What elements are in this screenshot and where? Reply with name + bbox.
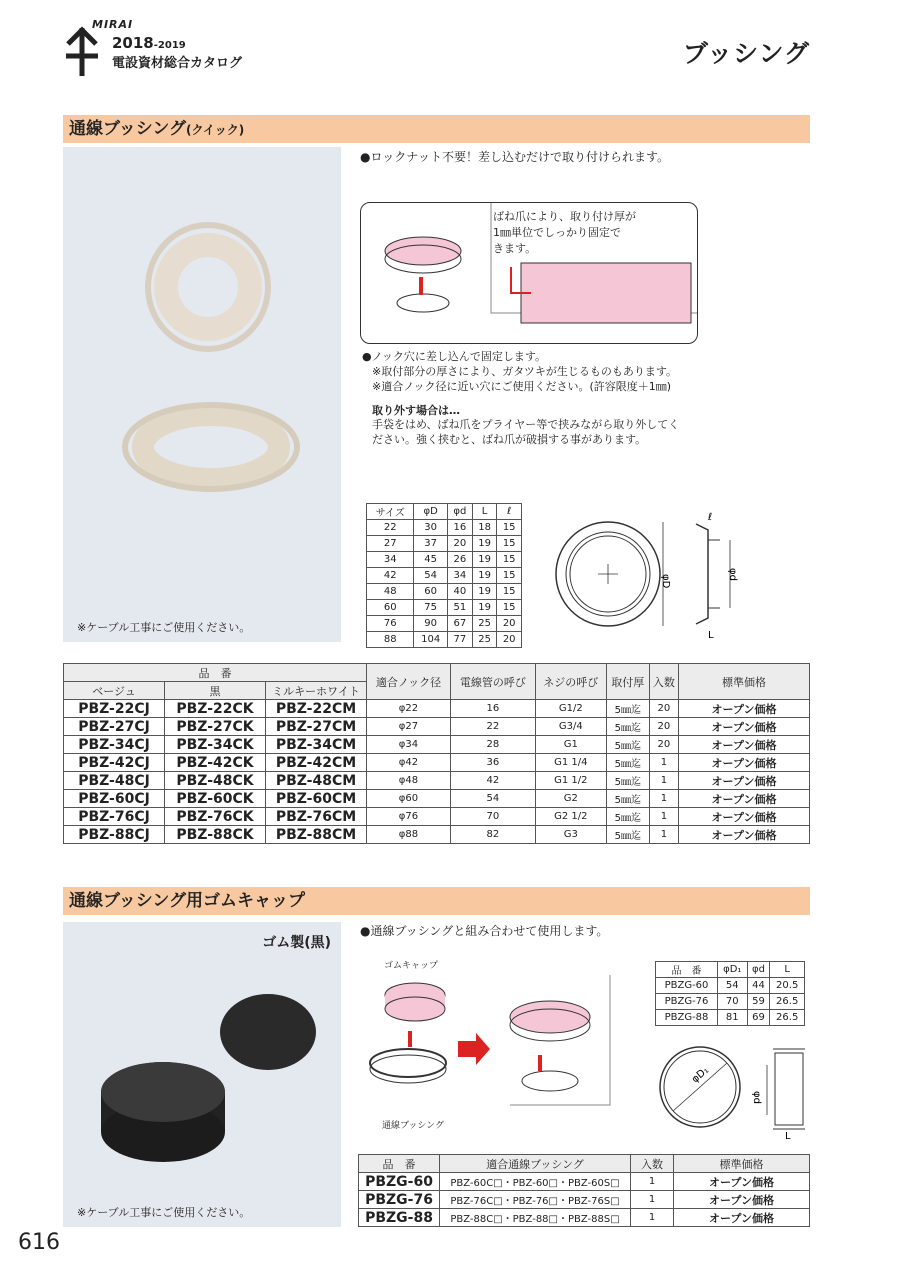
bushing-photo-icon (63, 147, 341, 642)
table-cell: 82 (450, 826, 535, 844)
table-cell: 1 (649, 826, 678, 844)
table-cell: 26 (447, 552, 472, 568)
removal-title: 取り外す場合は… (372, 404, 460, 417)
mounting-diagram (360, 202, 698, 344)
svg-text:ℓ: ℓ (708, 512, 713, 523)
table-cell: 15 (497, 600, 522, 616)
table-cell: PBZ-60C□・PBZ-60□・PBZ-60S□ (440, 1173, 631, 1191)
table-cell: G3/4 (535, 718, 606, 736)
table-cell: 104 (414, 632, 447, 648)
table-cell: PBZ-76CK (165, 808, 266, 826)
table-cell: PBZG-76 (359, 1191, 440, 1209)
table-cell: PBZ-88CJ (64, 826, 165, 844)
table-cell: 16 (450, 700, 535, 718)
table-cell: 70 (717, 994, 747, 1010)
table-cell: 48 (367, 584, 414, 600)
table-cell: 1 (649, 808, 678, 826)
table-cell: PBZ-22CK (165, 700, 266, 718)
table-cell: オープン価格 (679, 826, 810, 844)
table-cell: PBZ-76CM (266, 808, 367, 826)
table-cell: 1 (631, 1173, 674, 1191)
cap-drawing-icon (655, 1045, 815, 1140)
table-cell: PBZ-76C□・PBZ-76□・PBZ-76S□ (440, 1191, 631, 1209)
photo-note: ※ケーブル工事にご使用ください。 (77, 621, 251, 634)
feature-bullet: ●ロックナット不要！差し込むだけで取り付けられます。 (360, 150, 670, 164)
table-cell: 42 (450, 772, 535, 790)
table-cell: 42 (367, 568, 414, 584)
table-cell: PBZ-42CJ (64, 754, 165, 772)
table-cell: 69 (747, 1010, 770, 1026)
bushing-drawing-icon (548, 510, 748, 645)
table-row (367, 600, 522, 616)
table-cell: 34 (447, 568, 472, 584)
table-cell: 60 (367, 600, 414, 616)
table-cell: φ27 (367, 718, 451, 736)
table-cell: PBZ-76CJ (64, 808, 165, 826)
table-cell: 5㎜迄 (606, 772, 649, 790)
table-cell: PBZ-27CJ (64, 718, 165, 736)
table-cell: 26.5 (770, 994, 805, 1010)
table-cell: φ60 (367, 790, 451, 808)
table-cell: 5㎜迄 (606, 700, 649, 718)
table-cell: PBZ-27CK (165, 718, 266, 736)
table-cell: φ88 (367, 826, 451, 844)
table-cell: 81 (717, 1010, 747, 1026)
table-cell: 15 (497, 552, 522, 568)
page-number: 616 (18, 1230, 60, 1255)
table-cell: G1/2 (535, 700, 606, 718)
table-row (367, 536, 522, 552)
table-cell: 22 (367, 520, 414, 536)
table-row (367, 520, 522, 536)
table-cell: 36 (450, 754, 535, 772)
product-table-bushing: 品 番 適合ノック径 電線管の呼び ネジの呼び 取付厚 入数 標準価格 ベージュ 黒 ミルキーホワイト PBZ-22CJ PBZ-22CK PBZ-22CM φ22 16 G1/2 5㎜迄 20 オープン価格 PBZ-27CJ PBZ-27CK PBZ-27CM φ27 22 G3/4 5㎜迄 20 オープン価格 PBZ-34CJ PBZ-34CK PBZ-34CM φ34 28 G1 5㎜迄 20 オープン価格 PBZ-42CJ PBZ-42CK PBZ-42CM φ42 36 G1 1/4 5㎜迄 1 オープン価格 PBZ-48CJ PBZ-48CK PBZ-48CM φ48 42 G1 1/2 5㎜迄 1 オープン価格 PBZ-60CJ PBZ-60CK PBZ-60CM φ60 54 G2 5㎜迄 1 オープン価格 PBZ-76CJ PBZ-76CK PBZ-76CM φ76 70 G2 1/2 5㎜迄 1 オープン価格 PBZ-88CJ PBZ-88CK PBZ-88CM φ88 82 G3 5㎜迄 1 オープン価格 (63, 663, 810, 844)
table-cell: G1 1/2 (535, 772, 606, 790)
product-table-cap: 品 番 適合通線ブッシング 入数 標準価格 PBZG-60 PBZ-60C□・PBZ-60□・PBZ-60S□ 1 オープン価格 PBZG-76 PBZ-76C□・PBZ-76□・PBZ-76S□ 1 オープン価格 PBZG-88 PBZ-88C□・PBZ-88□・PBZ-88S□ 1 オープン価格 (358, 1154, 810, 1227)
table-cell: φ42 (367, 754, 451, 772)
table-cell: 25 (472, 616, 497, 632)
table-cell: PBZ-34CK (165, 736, 266, 754)
table-cell: PBZ-48CJ (64, 772, 165, 790)
brand-name: MIRAI (92, 18, 134, 31)
table-cell: 26.5 (770, 1010, 805, 1026)
table-cell: 77 (447, 632, 472, 648)
table-cell: 15 (497, 584, 522, 600)
table-cell: オープン価格 (679, 700, 810, 718)
table-cell: PBZG-76 (656, 994, 718, 1010)
table-cell: 1 (649, 754, 678, 772)
table-cell: 15 (497, 536, 522, 552)
table-cell: PBZG-88 (656, 1010, 718, 1026)
table-cell: PBZ-60CM (266, 790, 367, 808)
table-cell: 20 (447, 536, 472, 552)
table-cell: 15 (497, 520, 522, 536)
table-row (64, 772, 810, 790)
table-cell: PBZ-42CM (266, 754, 367, 772)
table-cell: PBZ-42CK (165, 754, 266, 772)
svg-text:φd: φd (727, 568, 738, 581)
product-photo-cap (63, 922, 341, 1227)
table-cell: 70 (450, 808, 535, 826)
table-row (367, 584, 522, 600)
table-cell: オープン価格 (679, 808, 810, 826)
table-row (656, 978, 805, 994)
table-cell: PBZG-88 (359, 1209, 440, 1227)
table-cell: 1 (631, 1209, 674, 1227)
table-cell: 19 (472, 568, 497, 584)
cap-assembly-diagram-icon (360, 955, 630, 1135)
table-cell: 22 (450, 718, 535, 736)
table-cell: PBZ-34CJ (64, 736, 165, 754)
table-cell: 45 (414, 552, 447, 568)
table-cell: 5㎜迄 (606, 808, 649, 826)
table-cell: 59 (747, 994, 770, 1010)
table-cell: 19 (472, 552, 497, 568)
table-row (64, 826, 810, 844)
table-cell: 20 (649, 736, 678, 754)
rubber-cap-photo-icon (63, 922, 341, 1227)
table-row (656, 994, 805, 1010)
table-cell: 44 (747, 978, 770, 994)
table-cell: 16 (447, 520, 472, 536)
removal-text: 手袋をはめ、ばね爪をプライヤー等で挟みながら取り外してく ださい。強く挟むと、ばね爪が破損する事があります。 (372, 418, 680, 446)
table-cell: 75 (414, 600, 447, 616)
table-cell: φ76 (367, 808, 451, 826)
table-cell: オープン価格 (679, 772, 810, 790)
table-cell: 15 (497, 568, 522, 584)
table-cell: PBZ-27CM (266, 718, 367, 736)
table-cell: PBZG-60 (656, 978, 718, 994)
table-cell: PBZG-60 (359, 1173, 440, 1191)
page-title: ブッシング (682, 39, 810, 68)
diagram-caption: ばね爪により、取り付け厚が 1㎜単位でしっかり固定で きます。 (493, 210, 636, 255)
section-header-bushing: 通線ブッシング(クイック) (63, 115, 810, 143)
table-cell: PBZ-88CM (266, 826, 367, 844)
table-cell: G2 (535, 790, 606, 808)
table-cell: オープン価格 (674, 1173, 810, 1191)
table-cell: 34 (367, 552, 414, 568)
table-cell: PBZ-60CK (165, 790, 266, 808)
table-cell: 60 (414, 584, 447, 600)
table-cell: G1 (535, 736, 606, 754)
table-cell: 51 (447, 600, 472, 616)
table-cell: PBZ-60CJ (64, 790, 165, 808)
table-cell: PBZ-48CM (266, 772, 367, 790)
table-cell: 54 (717, 978, 747, 994)
table-cell: 30 (414, 520, 447, 536)
table-cell: 19 (472, 536, 497, 552)
table-cell: 5㎜迄 (606, 736, 649, 754)
table-cell: 18 (472, 520, 497, 536)
table-cell: 20 (497, 632, 522, 648)
table-cell: 20 (649, 718, 678, 736)
table-row (64, 718, 810, 736)
table-cell: オープン価格 (679, 754, 810, 772)
photo-note-cap: ※ケーブル工事にご使用ください。 (77, 1206, 251, 1219)
table-cell: PBZ-22CJ (64, 700, 165, 718)
table-row (367, 632, 522, 648)
table-cell: 5㎜迄 (606, 754, 649, 772)
table-cell: φ22 (367, 700, 451, 718)
table-cell: 37 (414, 536, 447, 552)
cap-label: ゴムキャップ (384, 961, 439, 971)
table-cell: 5㎜迄 (606, 826, 649, 844)
table-cell: オープン価格 (679, 718, 810, 736)
table-row (656, 1010, 805, 1026)
table-cell: オープン価格 (674, 1209, 810, 1227)
table-cell: 67 (447, 616, 472, 632)
table-row (367, 552, 522, 568)
table-row (359, 1209, 810, 1227)
table-row (359, 1191, 810, 1209)
section-header-cap: 通線ブッシング用ゴムキャップ (63, 887, 810, 915)
table-cell: 1 (631, 1191, 674, 1209)
table-cell: 76 (367, 616, 414, 632)
table-row (64, 754, 810, 772)
table-cell: 19 (472, 600, 497, 616)
table-cell: オープン価格 (674, 1191, 810, 1209)
table-cell: 20 (497, 616, 522, 632)
catalog-year: 2018-2019 (112, 34, 186, 52)
table-cell: 54 (450, 790, 535, 808)
table-cell: G1 1/4 (535, 754, 606, 772)
table-row (64, 790, 810, 808)
table-cell: 28 (450, 736, 535, 754)
table-cell: PBZ-34CM (266, 736, 367, 754)
table-cell: 90 (414, 616, 447, 632)
table-cell: φ34 (367, 736, 451, 754)
table-cell: 5㎜迄 (606, 718, 649, 736)
table-row (367, 616, 522, 632)
dimension-table-cap: 品 番 φD₁ φd L PBZG-60 54 44 20.5 PBZG-76 70 59 26.5 PBZG-88 81 69 26.5 (655, 961, 805, 1026)
table-row (64, 736, 810, 754)
table-cell: 1 (649, 790, 678, 808)
table-cell: 54 (414, 568, 447, 584)
bushing-label: 通線ブッシング (382, 1121, 444, 1131)
table-cell: G3 (535, 826, 606, 844)
table-row (64, 700, 810, 718)
svg-text:L: L (708, 630, 714, 641)
table-cell: PBZ-48CK (165, 772, 266, 790)
svg-text:φD₁: φD₁ (689, 1065, 711, 1086)
table-cell: 25 (472, 632, 497, 648)
table-cell: 1 (649, 772, 678, 790)
table-cell: 88 (367, 632, 414, 648)
table-cell: 27 (367, 536, 414, 552)
table-row (367, 568, 522, 584)
table-cell: 19 (472, 584, 497, 600)
product-photo-bushing (63, 147, 341, 642)
table-row (359, 1173, 810, 1191)
table-cell: 20 (649, 700, 678, 718)
table-cell: PBZ-88CK (165, 826, 266, 844)
table-cell: 20.5 (770, 978, 805, 994)
table-cell: オープン価格 (679, 790, 810, 808)
svg-text:L: L (785, 1131, 791, 1140)
table-row (64, 808, 810, 826)
material-label: ゴム製(黒) (262, 935, 331, 951)
table-cell: 5㎜迄 (606, 790, 649, 808)
svg-text:φd: φd (751, 1091, 762, 1104)
dimension-table-bushing: サイズ φD φd L ℓ 22 30 16 18 15 27 37 20 19 15 34 45 26 19 15 42 54 34 19 15 48 60 40 19 15 60 75 51 19 15 76 90 67 25 20 88 104 77 25 20 (366, 503, 522, 648)
svg-text:φD: φD (660, 574, 671, 589)
table-cell: φ48 (367, 772, 451, 790)
table-cell: PBZ-22CM (266, 700, 367, 718)
install-notes: ●ノック穴に差し込んで固定します。 ※取付部分の厚さにより、ガタツキが生じるものもあります。 ※適合ノック径に近い穴にご使用ください。(許容限度＋1㎜) (362, 350, 678, 393)
table-cell: G2 1/2 (535, 808, 606, 826)
table-cell: 40 (447, 584, 472, 600)
table-cell: PBZ-88C□・PBZ-88□・PBZ-88S□ (440, 1209, 631, 1227)
catalog-title: 電設資材総合カタログ (112, 56, 243, 71)
table-cell: オープン価格 (679, 736, 810, 754)
feature-bullet-cap: ●通線ブッシングと組み合わせて使用します。 (360, 924, 609, 938)
